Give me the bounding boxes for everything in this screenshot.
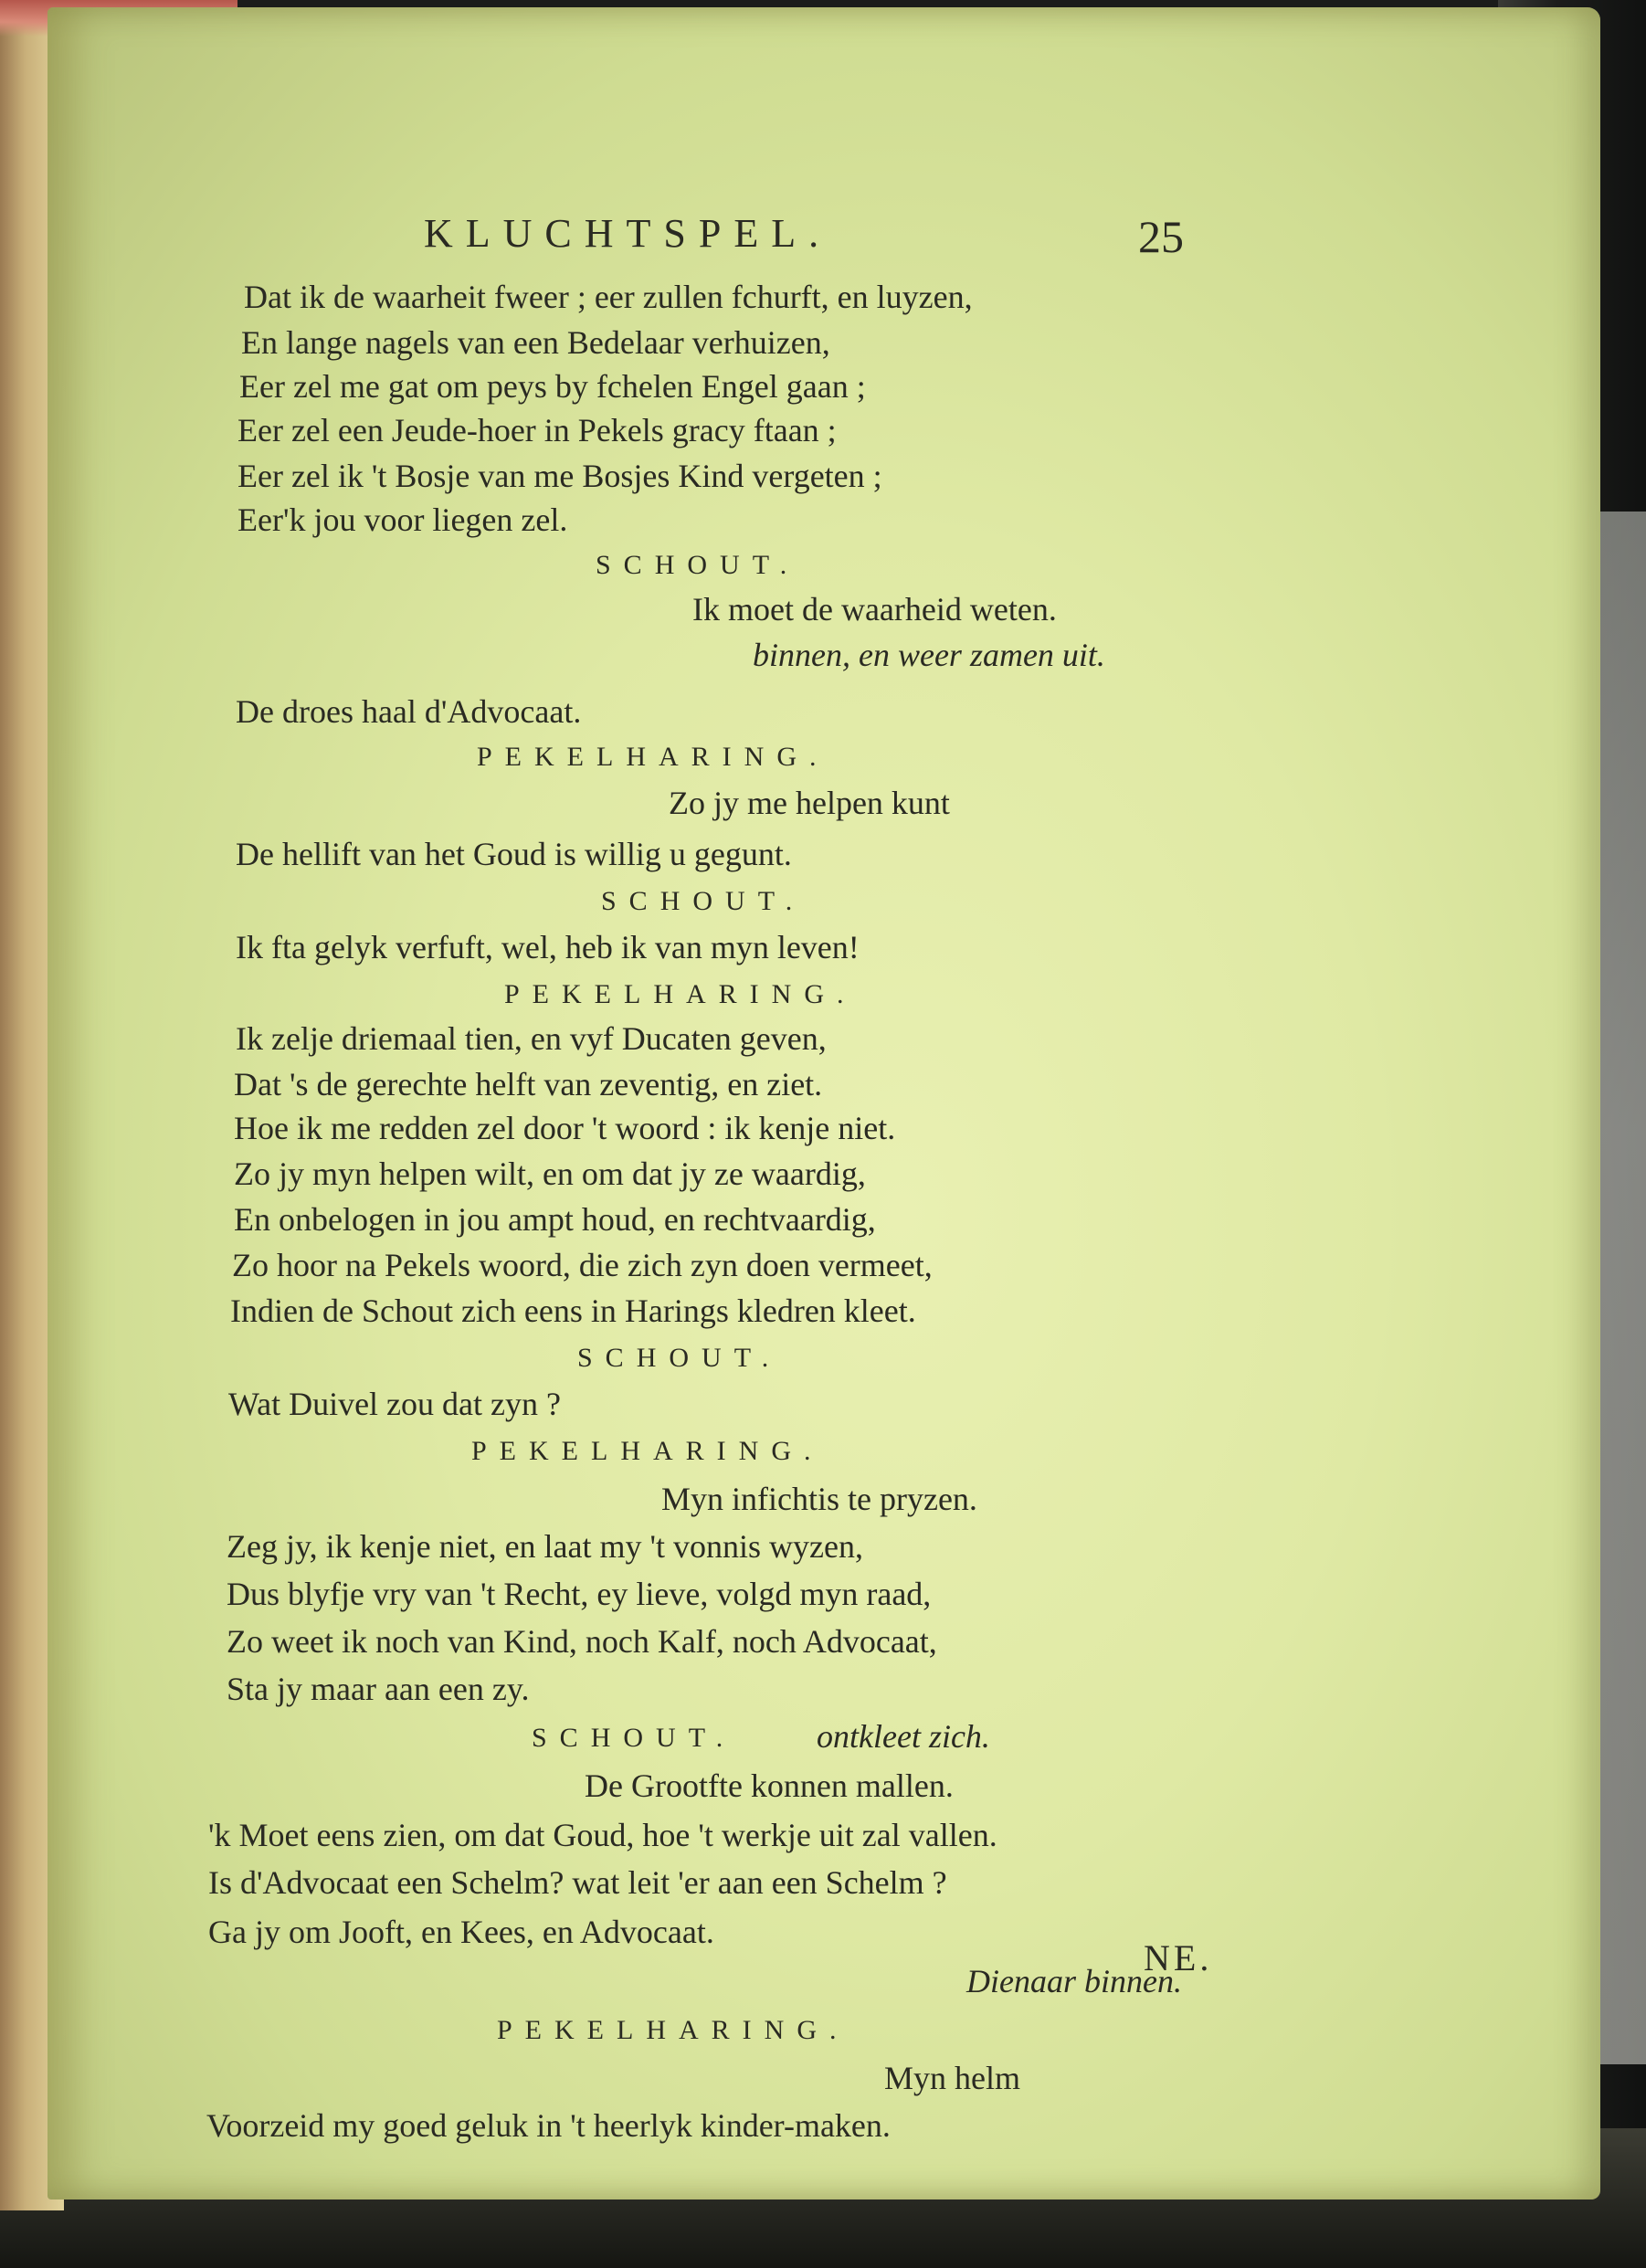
speaker-name: PEKELHARING. [497,2015,849,2045]
speaker-name: SCHOUT. [532,1723,736,1753]
stage-direction: Dienaar binnen. [966,1963,1182,1999]
verse-line: Myn helm [884,2060,1020,2096]
verse-line: Wat Duivel zou dat zyn ? [228,1386,561,1422]
verse-line: De droes haal d'Advocaat. [236,693,582,730]
page-header [47,210,1600,274]
verse-line: Zo weet ik noch van Kind, noch Kalf, noch Advocaat, [227,1623,937,1660]
speaker-name: PEKELHARING. [504,979,857,1009]
verse-line: Indien de Schout zich eens in Harings kledren kleet. [230,1292,916,1329]
verse-line: Eer'k jou voor liegen zel. [237,501,568,538]
speaker-name: PEKELHARING. [471,1436,824,1466]
verse-line: 'k Moet eens zien, om dat Goud, hoe 't werkje uit zal vallen. [208,1817,997,1853]
speaker-name: SCHOUT. [596,550,800,580]
verse-line: Ik zelje driemaal tien, en vyf Ducaten geven, [236,1020,827,1057]
speaker-name: SCHOUT. [577,1343,782,1373]
verse-line: De hellift van het Goud is willig u gegunt. [236,836,792,872]
running-title: KLUCHTSPEL. [424,211,832,256]
verse-line: En onbelogen in jou ampt houd, en rechtvaardig, [234,1201,876,1238]
book-page [47,7,1600,2199]
page-number: 25 [1138,211,1184,262]
speaker-name: PEKELHARING. [477,742,829,772]
verse-line: Myn infichtis te pryzen. [661,1481,977,1517]
verse-line: Voorzeid my goed geluk in 't heerlyk kinder-maken. [206,2107,891,2144]
verse-line: Hoe ik me redden zel door 't woord : ik kenje niet. [234,1110,896,1146]
verse-line: Dat ik de waarheit fweer ; eer zullen fchurft, en luyzen, [244,279,973,315]
stage-direction: ontkleet zich. [817,1718,990,1755]
verse-line: Sta jy maar aan een zy. [227,1671,530,1707]
stage-direction: binnen, en weer zamen uit. [753,637,1105,673]
verse-line: Ik moet de waarheid weten. [692,591,1057,628]
verse-line: Zeg jy, ik kenje niet, en laat my 't vonnis wyzen, [227,1528,863,1565]
verse-line: Dus blyfje vry van 't Recht, ey lieve, volgd myn raad, [227,1576,932,1612]
verse-line: Ga jy om Jooft, en Kees, en Advocaat. [208,1914,714,1950]
verse-line: Eer zel me gat om peys by fchelen Engel gaan ; [239,368,866,405]
verse-line: Is d'Advocaat een Schelm? wat leit 'er aan een Schelm ? [208,1864,947,1901]
verse-line: Ik fta gelyk verfuft, wel, heb ik van myn leven! [236,929,860,965]
verse-line: De Grootfte konnen mallen. [585,1767,954,1804]
verse-line: Eer zel een Jeude-hoer in Pekels gracy ftaan ; [237,412,837,448]
verse-line: Zo hoor na Pekels woord, die zich zyn doen vermeet, [232,1247,933,1283]
verse-line: Zo jy myn helpen wilt, en om dat jy ze waardig, [234,1155,866,1192]
speaker-name: SCHOUT. [601,886,806,916]
verse-line: En lange nagels van een Bedelaar verhuizen, [241,324,830,361]
verse-line: Zo jy me helpen kunt [669,785,950,821]
catchword: NE. [1144,1937,1213,1978]
page-content [47,7,1600,2199]
verse-line: Dat 's de gerechte helft van zeventig, en ziet. [234,1066,823,1102]
verse-line: Eer zel ik 't Bosje van me Bosjes Kind vergeten ; [237,458,882,494]
